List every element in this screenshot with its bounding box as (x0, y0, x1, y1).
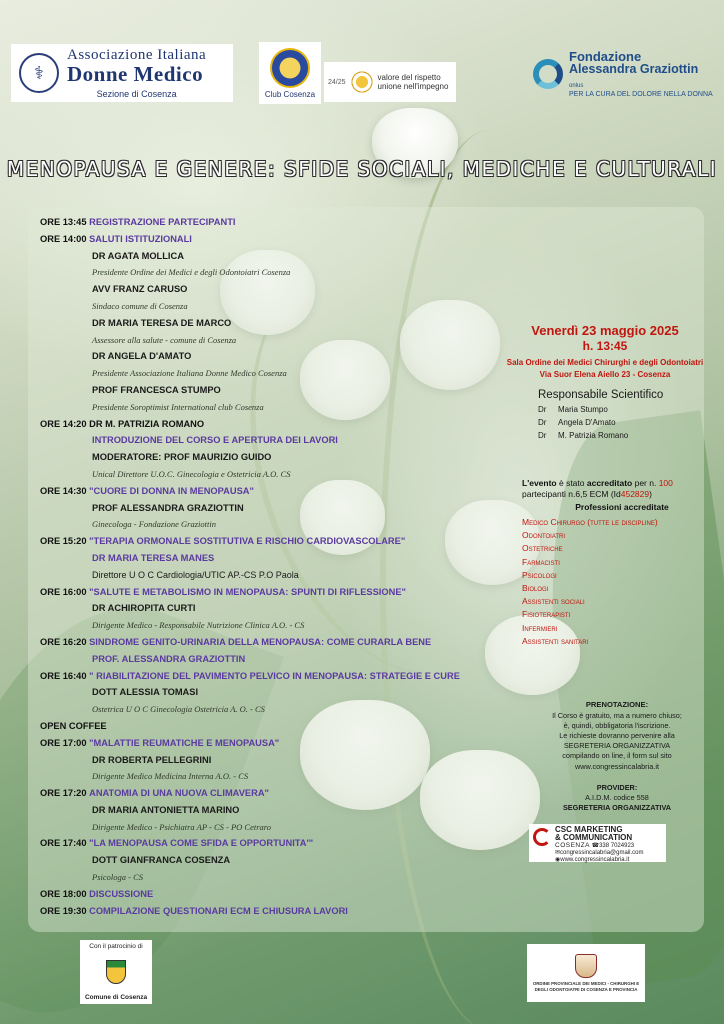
accreditation-mid: è stato (556, 478, 587, 488)
program-row-role (40, 819, 510, 836)
program-time: ORE 16:40 (40, 670, 87, 681)
program-role: Ostetrica U O C Ginecologia Ostetricia A. O. - CS (92, 704, 265, 715)
program-row-role (40, 701, 510, 718)
program-topic: INTRODUZIONE DEL CORSO E APERTURA DEI LAVORI (92, 435, 338, 446)
program-row-role (40, 466, 510, 483)
csc-contacts (555, 842, 644, 850)
logo-csc (529, 824, 666, 862)
fondazione-onlus: onlus (569, 82, 584, 89)
aidm-seal-icon: ⚕ (19, 53, 59, 93)
program-row-topic (40, 550, 510, 567)
program-speaker: PROF FRANCESCA STUMPO (92, 384, 221, 395)
slogan-years: 24/25 (328, 78, 346, 86)
program-speaker: AVV FRANZ CARUSO (92, 284, 188, 295)
program-session: SALUTI ISTITUZIONALI (89, 233, 192, 244)
fondazione-mark-icon (533, 59, 563, 89)
accreditation-line2 (522, 489, 722, 500)
phone-icon: ☎ (591, 843, 600, 849)
responsible-item (538, 418, 708, 427)
accreditation-count: 100 (658, 478, 673, 488)
program-session: REGISTRAZIONE PARTECIPANTI (89, 217, 236, 227)
profession-item: Psicologi (522, 569, 557, 580)
csc-mark-icon (533, 828, 551, 846)
provider-heading: PROVIDER: (596, 783, 638, 792)
program-row-time (40, 668, 510, 685)
program-speaker: DR MARIA ANTONIETTA MARINO (92, 804, 240, 815)
program-row-speaker (40, 684, 510, 701)
profession-item: Ostetriche (522, 543, 563, 554)
program-row-time (40, 533, 510, 550)
booking-info (517, 700, 717, 772)
program-session: "SALUTE E METABOLISMO IN MENOPAUSA: SPUNTI DI RIFLESSIONE" (89, 586, 406, 597)
page-title: MENOPAUSA E GENERE: SFIDE SOCIALI, MEDICHE E CULTURALI (6, 157, 718, 181)
program-time: ORE 13:45 (40, 217, 87, 227)
logo-soroptimist (259, 42, 321, 104)
program-row-speaker (40, 315, 510, 332)
program-row-time (40, 231, 510, 248)
program-time: ORE 16:20 (40, 636, 87, 647)
program-row-topic (40, 432, 510, 449)
booking-line: Le richieste dovranno pervenire alla (559, 731, 675, 741)
aidm-line1: Associazione Italiana (67, 47, 207, 63)
accreditation-post: per n. (632, 478, 659, 488)
program-role: Sindaco comune di Cosenza (92, 300, 188, 311)
profession-item: Farmacisti (522, 556, 560, 567)
program-session: " RIABILITAZIONE DEL PAVIMENTO PELVICO IN MENOPAUSA: STRATEGIE E CURE (89, 670, 460, 681)
aidm-text (67, 47, 206, 99)
program-row-role (40, 399, 510, 416)
program-role: Presidente Soroptimist International club Cosenza (92, 401, 264, 412)
logo-fondazione-graziottin (533, 49, 713, 98)
fondazione-text (569, 50, 713, 97)
responsible-name: M. Patrizia Romano (558, 431, 629, 440)
program-time: ORE 15:20 (40, 536, 87, 547)
sun-icon (350, 70, 374, 94)
program-row-speaker (40, 449, 510, 466)
program-role: Ginecologa - Fondazione Graziottin (92, 519, 216, 530)
profession-item: Odontoiatri (522, 530, 566, 541)
program-role: Psicologa - CS (92, 872, 143, 883)
email-icon: ✉ (555, 850, 561, 857)
fondazione-line2 (569, 63, 713, 89)
program-time: ORE 18:00 (40, 888, 87, 899)
program-row-speaker (40, 248, 510, 265)
program-row-role (40, 516, 510, 533)
fondazione-line1: Fondazione (569, 49, 642, 65)
patrocinio-label: Con il patrocinio di (89, 943, 143, 950)
comune-label: Comune di Cosenza (84, 994, 148, 1001)
slogan-text (378, 73, 449, 91)
program-speaker: MODERATORE: PROF MAURIZIO GUIDO (92, 452, 272, 463)
program-session: "LA MENOPAUSA COME SFIDA E OPPORTUNITA'" (89, 838, 314, 849)
accreditation-line1 (522, 478, 722, 489)
csc-email[interactable]: congressincalabria@gmail.com (560, 850, 644, 857)
provider-secretariat: SEGRETERIA ORGANIZZATIVA (562, 803, 672, 813)
csc-email-row (555, 850, 644, 857)
program-role: Dirigente Medico - Responsabile Nutrizione Clinica A.O. - CS (92, 620, 305, 631)
accreditation (522, 478, 722, 513)
program-row-speaker (40, 852, 510, 869)
program-row-speaker (40, 500, 510, 517)
program-row-speaker (40, 281, 510, 298)
accreditation-pre: L'evento (522, 478, 557, 488)
program-speaker: DOTT GIANFRANCA COSENZA (92, 855, 231, 866)
logo-comune-cosenza (80, 940, 152, 1004)
globe-icon: ◉ (555, 857, 561, 864)
logo-slogan (324, 62, 456, 102)
program-speaker: DR MARIA TERESA DE MARCO (92, 317, 232, 328)
program-row-role (40, 264, 510, 281)
csc-web[interactable]: www.congressincalabria.it (560, 857, 630, 864)
program-session: "MALATTIE REUMATICHE E MENOPAUSA" (89, 737, 280, 748)
program-row-role (40, 332, 510, 349)
program-time: ORE 17:00 (40, 737, 87, 748)
profession-item: Assistenti sanitari (522, 635, 589, 646)
booking-line: Il Corso è gratuito, ma a numero chiuso; (552, 710, 682, 720)
aidm-line2: Donne Medico (67, 62, 204, 86)
program-row-speaker (40, 752, 510, 769)
csc-line2: & COMMUNICATION (555, 833, 633, 842)
booking-heading: PRENOTAZIONE: (585, 700, 649, 709)
program-session: COMPILAZIONE QUESTIONARI ECM E CHIUSURA LAVORI (89, 905, 348, 916)
logo-aidm (11, 44, 233, 102)
event-info (495, 323, 715, 379)
program-time: ORE 16:00 (40, 586, 87, 597)
slogan-line2: unione nell'impegno (377, 82, 449, 91)
program-speaker: DR ACHIROPITA CURTI (92, 603, 196, 614)
fondazione-line3: PER LA CURA DEL DOLORE NELLA DONNA (569, 90, 713, 98)
program-time: ORE 17:20 (40, 788, 87, 799)
professions-list (522, 516, 722, 648)
program-row-time (40, 416, 510, 433)
accreditation-line2-pre: partecipanti n.6,5 ECM (Id (522, 489, 621, 500)
booking-website-link[interactable]: www.congressincalabria.it (575, 761, 659, 771)
program-role: Presidente Associazione Italiana Donne Medico Cosenza (92, 368, 287, 379)
professions-title: Professioni accreditate (575, 501, 669, 512)
event-venue: Sala Ordine dei Medici Chirurghi e degli Odontoiatri (506, 358, 704, 367)
logo-omceo (527, 944, 645, 1002)
program-time: ORE 14:20 (40, 418, 87, 429)
responsible-prefix: Dr (538, 405, 547, 414)
program-row-time (40, 214, 510, 231)
program-speaker: Direttore U O C Cardiologia/UTIC AP.-CS P.O Paola (92, 569, 299, 580)
profession-item: Infermieri (522, 622, 558, 633)
csc-web-row (555, 857, 644, 864)
csc-city: COSENZA (555, 842, 590, 849)
program-speaker: DOTT ALESSIA TOMASI (92, 687, 199, 698)
program-row-role (40, 869, 510, 886)
accreditation-bold: accreditato (586, 478, 633, 488)
booking-line: compilando on line, il form sul sito (562, 751, 672, 761)
responsible-prefix: Dr (538, 431, 547, 440)
csc-text (555, 825, 644, 864)
coat-of-arms-icon (106, 960, 126, 984)
profession-item: Medico Chirurgo (tutte le discipline) (522, 517, 658, 527)
profession-item: Biologi (522, 583, 549, 594)
program-row-speaker (40, 600, 510, 617)
program-role: Assessore alla salute - comune di Cosenza (92, 334, 237, 345)
program-row-time (40, 886, 510, 903)
program-row-time (40, 483, 510, 500)
booking-line: è, quindi, obbligatoria l'iscrizione. (563, 720, 671, 730)
program-row-time (40, 718, 510, 735)
program-speaker: PROF ALESSANDRA GRAZIOTTIN (92, 502, 244, 513)
provider-code: A.I.D.M. codice 558 (585, 793, 649, 803)
soroptimist-emblem-icon (270, 48, 310, 88)
program-session: DR M. PATRIZIA ROMANO (89, 418, 205, 429)
program-role: Dirigente Medico Medicina Interna A.O. - CS (92, 771, 249, 782)
soroptimist-caption: Club Cosenza (264, 89, 316, 99)
responsible-item (538, 405, 708, 414)
program-speaker: DR ANGELA D'AMATO (92, 351, 192, 362)
program-role: Presidente Ordine dei Medici e degli Odontoiatri Cosenza (92, 267, 291, 278)
responsible-prefix: Dr (538, 418, 547, 427)
booking-line: SEGRETERIA ORGANIZZATIVA (563, 741, 671, 751)
program-role: Unical Direttore U.O.C. Ginecologia e Ostetricia A.O. CS (92, 468, 291, 479)
program-session: SINDROME GENITO-URINARIA DELLA MENOPAUSA: COME CURARLA BENE (89, 636, 432, 647)
event-date: Venerdì 23 maggio 2025 (531, 323, 679, 338)
program-row-speaker (40, 382, 510, 399)
fondazione-name: Alessandra Graziottin (569, 62, 699, 77)
program-time: ORE 14:30 (40, 485, 87, 496)
responsible-item (538, 431, 708, 440)
program-row-role (40, 298, 510, 315)
program-row-role (40, 365, 510, 382)
program-row-speaker (40, 348, 510, 365)
scientific-responsible (538, 389, 708, 440)
profession-item: Fisioterapisti (522, 609, 571, 620)
program-row-time (40, 634, 510, 651)
program-row-time (40, 785, 510, 802)
program-session: DISCUSSIONE (89, 888, 154, 899)
responsible-name: Angela D'Amato (558, 418, 616, 427)
program-time: ORE 17:40 (40, 838, 87, 849)
provider-info (517, 783, 717, 814)
omceo-label: ORDINE PROVINCIALE DEI MEDICI - CHIRURGHI E DEGLI ODONTOIATRI DI COSENZA E PROVINCIA (532, 981, 640, 992)
program-speaker: DR ROBERTA PELLEGRINI (92, 754, 212, 765)
program-time: ORE 14:00 (40, 233, 87, 244)
event-address: Via Suor Elena Aiello 23 - Cosenza (539, 370, 671, 379)
slogan-line1: valore del rispetto (377, 72, 441, 82)
accreditation-line2-post: ) (649, 489, 652, 500)
profession-item: Assistenti sociali (522, 596, 585, 607)
csc-line1: CSC MARKETING (555, 825, 623, 834)
program-session: "TERAPIA ORMONALE SOSTITUTIVA E RISCHIO CARDIOVASCOLARE" (89, 536, 406, 547)
program-role: Dirigente Medico - Psichiatra AP - CS - PO Cetraro (92, 821, 272, 832)
program-row-role (40, 768, 510, 785)
program-row-topic (40, 651, 510, 668)
program-row-time (40, 584, 510, 601)
program-session: ANATOMIA DI UNA NUOVA CLIMAVERA" (89, 788, 269, 799)
program-row-time (40, 735, 510, 752)
program-speaker: DR AGATA MOLLICA (92, 250, 184, 261)
program-row-speaker (40, 567, 510, 584)
event-hour: h. 13:45 (582, 339, 628, 353)
program-row-time (40, 903, 510, 920)
accreditation-id: 452829 (620, 489, 650, 500)
program-time: ORE 19:30 (40, 905, 87, 916)
program-row-time (40, 835, 510, 852)
responsible-name: Maria Stumpo (558, 405, 608, 414)
program-topic: PROF. ALESSANDRA GRAZIOTTIN (92, 653, 246, 664)
omceo-emblem-icon (575, 954, 597, 978)
program-time: OPEN COFFEE (40, 720, 107, 731)
program-list (40, 214, 510, 919)
program-topic: DR MARIA TERESA MANES (92, 552, 215, 563)
program-row-role (40, 617, 510, 634)
program-session: "CUORE DI DONNA IN MENOPAUSA" (89, 485, 254, 496)
responsible-title: Responsabile Scientifico (538, 389, 664, 401)
program-row-speaker (40, 802, 510, 819)
csc-phone[interactable]: 338 7024923 (599, 843, 635, 849)
aidm-line3: Sezione di Cosenza (96, 89, 177, 99)
